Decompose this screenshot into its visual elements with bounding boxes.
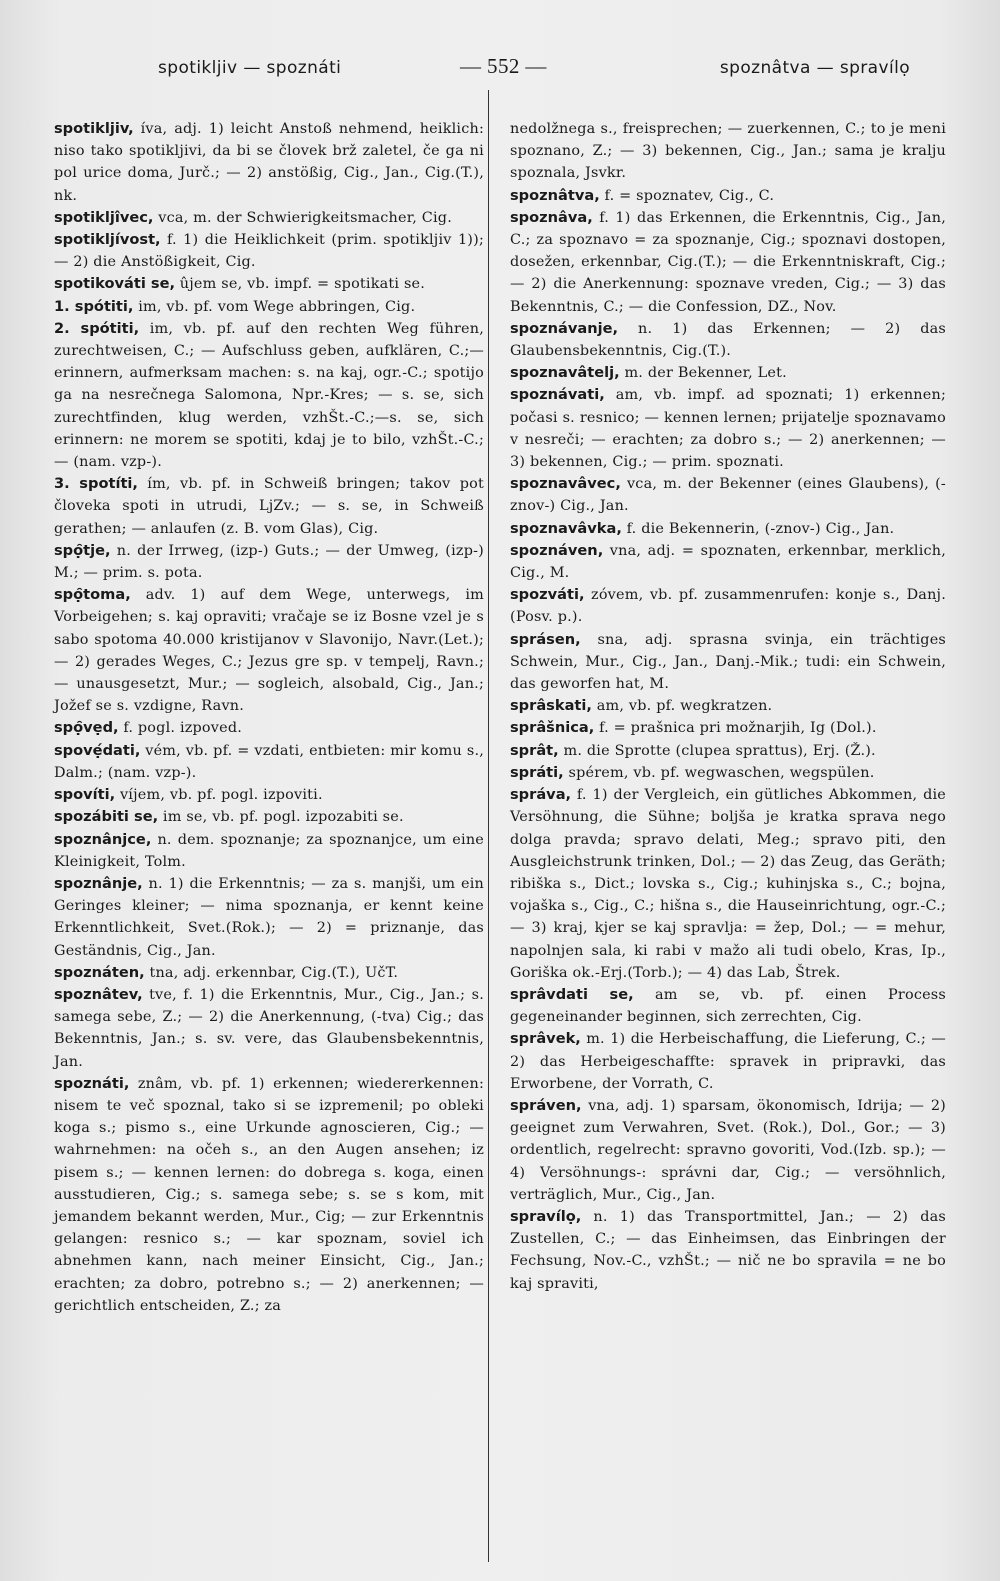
entry-definition: nedolžnega s., freisprechen; — zuerkennen, C.; to je meni spoznano, Z.; — 3) bekennen, Cig., Jan.; sama je kralju spoznala, Jsvkr. [510, 121, 946, 182]
entry-headword: spotikljívost, [54, 231, 161, 249]
dictionary-entry [54, 118, 484, 207]
dictionary-entry [54, 984, 484, 1073]
entry-headword: 3. spotíti, [54, 475, 138, 493]
dictionary-entry [54, 207, 484, 229]
dictionary-entry [54, 962, 484, 984]
entry-headword: spovíti, [54, 786, 116, 804]
entry-headword: spoznáten, [54, 963, 145, 981]
entry-headword: spotikljîvec, [54, 208, 154, 226]
entry-definition: m. die Sprotte (clupea sprattus), Erj. (Ž.). [558, 742, 876, 759]
entry-definition: n. der Irrweg, (izp-) Guts.; — der Umweg, (izp-) M.; — prim. s. pota. [54, 542, 484, 582]
entry-definition: m. der Bekenner, Let. [619, 365, 787, 382]
dictionary-entry [510, 118, 946, 185]
dictionary-entry [54, 584, 484, 717]
entry-headword: spoznânje, [54, 874, 143, 892]
right-column [510, 118, 946, 1295]
dictionary-entry [510, 1095, 946, 1206]
entry-headword: sprâvdati se, [510, 985, 634, 1003]
entry-definition: víjem, vb. pf. pogl. izpoviti. [115, 787, 323, 804]
entry-definition: im se, vb. pf. pogl. izpozabiti se. [158, 809, 404, 826]
dictionary-entry [510, 318, 946, 362]
entry-headword: spọ̑toma, [54, 586, 131, 604]
entry-definition: im, vb. pf. auf den rechten Weg führen, zurechtweisen, C.; — Aufschluss geben, aufklären, C.;—erinnern, aufmerksam machen: s. na kaj, ogr.-C.; spotijo ga na nesrečnega Salomona, Npr.-Kres; — s. se, sich zurechtfinden, klug werden, vzhŠt.-C.;—s. se, sich erinnern: ne morem se spotiti, kdaj je to bilo, vzhŠt.-C.; — (nam. vzp-). [54, 320, 484, 471]
entry-headword: 1. spótiti, [54, 297, 134, 315]
dictionary-entry [510, 362, 946, 384]
dictionary-entry [54, 540, 484, 584]
entry-headword: spọ̑tje, [54, 541, 111, 559]
entry-headword: spoznâtev, [54, 985, 143, 1003]
entry-headword: spotikljiv, [54, 120, 134, 137]
entry-definition: ûjem se, vb. impf. = spotikati se. [175, 276, 426, 293]
entry-definition: f. pogl. izpoved. [118, 720, 243, 737]
entry-headword: sprâšnica, [510, 719, 595, 737]
entry-definition: f. = spoznatev, Cig., C. [599, 187, 775, 204]
entry-definition: im, vb. pf. vom Wege abbringen, Cig. [133, 298, 416, 315]
entry-definition: sna, adj. sprasna svinja, ein trächtiges Schwein, Mur., Cig., Jan., Danj.-Mik.; tudi: ein Schwein, das geworfen hat, M. [510, 631, 946, 693]
column-divider [488, 90, 489, 1562]
entry-headword: spoznavâtelj, [510, 364, 620, 382]
dictionary-entry [510, 473, 946, 517]
entry-definition: n. dem. spoznanje; za spoznanjce, um eine Kleinigkeit, Tolm. [54, 831, 484, 870]
dictionary-entry [510, 984, 946, 1028]
entry-definition: íva, adj. 1) leicht Anstoß nehmend, heiklich: niso tako spotikljivi, da bi se človek brž zaletel, če ga ni pol urice doma, Jurč.; — 2) anstößig, Cig., Jan., Cig.(T.), nk. [54, 121, 484, 204]
page-number: — 552 — [460, 54, 547, 78]
dictionary-entry [54, 229, 484, 273]
entry-definition: am se, vb. pf. einen Process gegeneinander beginnen, sich zerrechten, Cig. [510, 986, 946, 1026]
entry-definition: vna, adj. 1) sparsam, ökonomisch, Idrija; — 2) geeignet zum Verwahren, Svet. (Rok.), Dol., Gor.; — 3) ordentlich, regelrecht: spravno govoriti, Vod.(Izb. sp.); — 4) Versöhnungs-: správni dar, Cig.; — versöhnlich, verträglich, Mur., Cig., Jan. [510, 1097, 946, 1203]
dictionary-entry [54, 318, 484, 473]
dictionary-entry [54, 829, 484, 873]
entry-definition: vna, adj. = spoznaten, erkennbar, merklich, Cig., M. [510, 542, 946, 582]
entry-headword: správa, [510, 786, 572, 804]
entry-headword: spoznânjce, [54, 830, 152, 848]
entry-headword: spotikováti se, [54, 275, 176, 293]
entry-definition: zóvem, vb. pf. zusammenrufen: konje s., Danj.(Posv. p.). [510, 587, 946, 626]
entry-definition: am, vb. pf. wegkratzen. [591, 698, 773, 715]
dictionary-entry [54, 873, 484, 962]
dictionary-entry [54, 784, 484, 806]
entry-headword: spoznáti, [54, 1074, 130, 1092]
entry-headword: spọ̑vẹd, [54, 719, 119, 737]
header-right-range: spoznâtva — spravílọ [719, 58, 910, 78]
dictionary-entry [510, 1028, 946, 1095]
entry-definition: vca, m. der Bekenner (eines Glaubens), (-znov-) Cig., Jan. [510, 476, 946, 515]
entry-definition: m. 1) die Herbeischaffung, die Lieferung, C.; — 2) das Herbeigeschaffte: spravek in pripravki, das Erworbene, der Vorrath, C. [510, 1031, 946, 1092]
dictionary-entry [510, 185, 946, 207]
entry-definition: n. 1) die Erkenntnis; — za s. manjši, um ein Geringes kleiner; — nima spoznanja, er kennt keine Erkenntlichkeit, Svet.(Rok.); — 2) = priznanje, das Geständnis, Cig., Jan. [54, 875, 484, 959]
entry-headword: spoznavâvec, [510, 475, 621, 493]
dictionary-entry [510, 1206, 946, 1295]
dictionary-entry [54, 806, 484, 828]
entry-headword: spoznávati, [510, 386, 605, 404]
dictionary-entry [510, 740, 946, 762]
dictionary-entry [510, 584, 946, 628]
entry-definition: vém, vb. pf. = vzdati, entbieten: mir komu s., Dalm.; (nam. vzp-). [54, 742, 484, 781]
entry-definition: f. 1) das Erkennen, die Erkenntnis, Cig., Jan, C.; za spoznavo = za spoznanje, Cig.; spoznavi dostopen, dosežen, erkennbar, Cig.(T.); — die Erkenntniskraft, Cig.; — 2) die Anerkennung: spoznave vreden, Cig.; — 3) das Bekenntnis, C.; — die Confession, DZ., Nov. [510, 209, 946, 315]
entry-definition: znâm, vb. pf. 1) erkennen; wiedererkennen: nisem te več spoznal, tako si se izpremenil; po obleki koga s.; pismo s., eine Urkunde agnoscieren, Cig.; — wahrnehmen: na očeh s., an den Augen ansehen; iz pisem s.; — kennen lernen: do dobrega s. koga, einen ausstudieren, Cig.; s. samega sebe; s. se s kom, mit jemandem bekannt werden, Mur., Cig; — zur Erkenntnis gelangen: resnico s.; — kar spoznam, soviel ich abnehmen kann, nach meiner Einsicht, Cig., Jan.; erachten; za dobro, potrebno s.; — 2) anerkennen; — gerichtlich entscheiden, Z.; za [54, 1075, 484, 1314]
entry-definition: f. die Bekennerin, (-znov-) Cig., Jan. [621, 520, 895, 537]
entry-definition: n. 1) das Erkennen; — 2) das Glaubensbekenntnis, Cig.(T.). [510, 320, 946, 360]
entry-headword: 2. spótiti, [54, 319, 140, 337]
dictionary-entry [54, 273, 484, 295]
entry-headword: spoznavâvka, [510, 519, 622, 537]
dictionary-entry [510, 717, 946, 739]
entry-definition: vca, m. der Schwierigkeitsmacher, Cig. [153, 209, 452, 226]
entry-headword: spozváti, [510, 586, 585, 604]
entry-definition: f. = prašnica pri možnarjih, Ig (Dol.). [594, 720, 877, 737]
entry-definition: f. 1) die Heiklichkeit (prim. spotikljiv 1)); — 2) die Anstößigkeit, Cig. [54, 232, 484, 271]
dictionary-entry [54, 473, 484, 540]
entry-definition: n. 1) das Transportmittel, Jan.; — 2) das Zustellen, C.; — das Einheimsen, das Einbringen der Fechsung, Nov.-C., vzhŠt.; — nič ne bo spravila = ne bo kaj spraviti, [510, 1208, 946, 1292]
entry-headword: sprât, [510, 741, 559, 759]
entry-definition: spérem, vb. pf. wegwaschen, wegspülen. [563, 764, 875, 781]
dictionary-entry [510, 540, 946, 584]
entry-headword: správen, [510, 1096, 582, 1114]
entry-headword: sprásen, [510, 630, 581, 648]
entry-definition: am, vb. impf. ad spoznati; 1) erkennen; počasi s. resnico; — kennen lernen; prijatelje spoznavamo v nesreči; — erachten; za dobro s.; — 2) anerkennen; — 3) bekennen, Cig.; — prim. spoznati. [510, 387, 946, 471]
dictionary-entry [510, 629, 946, 696]
dictionary-entry [510, 695, 946, 717]
dictionary-entry [510, 518, 946, 540]
entry-headword: spráti, [510, 763, 564, 781]
dictionary-entry [510, 784, 946, 984]
entry-definition: adv. 1) auf dem Wege, unterwegs, im Vorbeigehen; s. kaj opraviti; vračaje se iz Bosne vzel je s sabo spotoma 40.000 kristijanov v Slavonijo, Navr.(Let.); — 2) gerades Weges, C.; Jezus gre sp. v tempelj, Ravn.; — unausgesetzt, Mur.; — sogleich, alsobald, Cig., Jan.; Jožef se s. vzdigne, Ravn. [54, 587, 484, 715]
entry-headword: spovẹ́dati, [54, 741, 141, 759]
entry-headword: spoznâva, [510, 208, 593, 226]
entry-headword: spravílọ, [510, 1207, 582, 1225]
entry-headword: sprâvek, [510, 1030, 581, 1048]
entry-headword: sprâskati, [510, 697, 592, 715]
entry-headword: spoznâtva, [510, 186, 600, 204]
entry-definition: tna, adj. erkennbar, Cig.(T.), UčT. [144, 964, 399, 981]
entry-definition: ím, vb. pf. in Schweiß bringen; takov pot človeka spoti in utrudi, LjZv.; — s. se, in Schweiß gerathen; — anlaufen (z. B. vom Glas), Cig. [54, 476, 484, 537]
entry-headword: spoznávanje, [510, 319, 619, 337]
dictionary-entry [54, 717, 484, 739]
dictionary-entry [510, 384, 946, 473]
dictionary-entry [510, 207, 946, 318]
page-header [62, 36, 956, 92]
dictionary-entry [510, 762, 946, 784]
entry-definition: f. 1) der Vergleich, ein gütliches Abkommen, die Versöhnung, die Sühne; boljša je kratka sprava nego dolga pravda; spravo delati, Meg.; spravo piti, den Ausgleichstrunk trinken, Dol.; — 2) das Zeug, das Geräth; ribiška s., Dict.; lovska s., Cig.; kuhinjska s., C.; bojna, vojaška s., Cig., C.; hišna s., die Hauseinrichtung, ogr.-C.; — 3) kraj, kjer se kaj spravlja: = žep, Dol.; — = mehur, napolnjen sala, ki rabi v mažo ali tudi obelo, Kras, Ip., Goriška ok.-Erj.(Torb.); — 4) das Lab, Štrek. [510, 787, 946, 981]
dictionary-entry [54, 296, 484, 318]
entry-definition: tve, f. 1) die Erkenntnis, Mur., Cig., Jan.; s. samega sebe, Z.; — 2) die Anerkennung, (-tva) Cig.; das Bekenntnis, Jan.; s. sv. vere, das Glaubensbekenntnis, Jan. [54, 986, 484, 1070]
header-left-range: spotikljiv — spoznáti [158, 58, 342, 78]
entry-headword: spozábiti se, [54, 808, 159, 826]
dictionary-entry [54, 740, 484, 784]
entry-headword: spoznáven, [510, 541, 604, 559]
dictionary-entry [54, 1073, 484, 1317]
left-column [54, 118, 484, 1317]
